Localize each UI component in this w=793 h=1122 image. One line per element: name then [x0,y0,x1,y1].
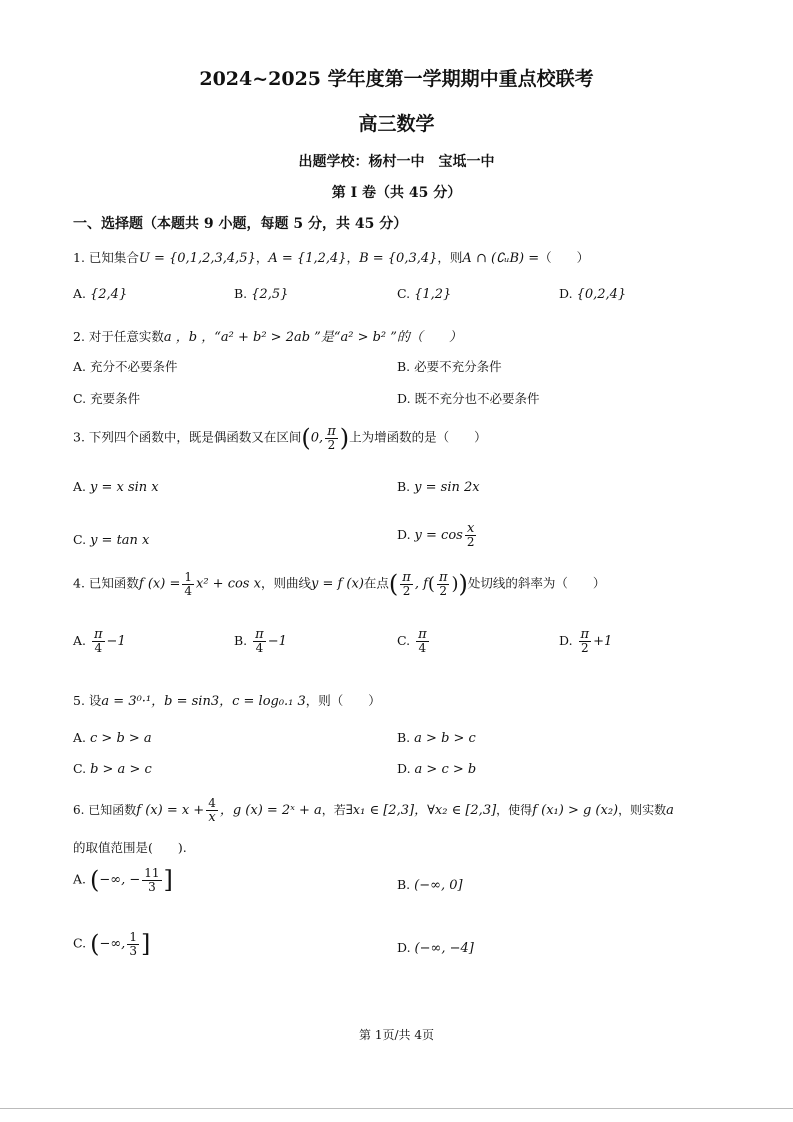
q4-fraction [182,571,194,598]
q1-expr: A ∩ (∁ᵤB) = [462,251,540,266]
fraction-num: π [580,627,590,642]
q6-option-c[interactable]: C. (−∞, $\frac{1}{3}$ ] [73,929,151,958]
q5-a: a = 3⁰·¹ [101,694,152,709]
exam-title: 2024~2025 学年度第一学期期中重点校联考 [199,68,594,90]
q3-option-c[interactable] [73,532,149,548]
q6-g: ，g (x) = 2ˣ + a [219,803,322,818]
option-label: B. [234,286,248,301]
fraction-num: π [402,569,411,585]
q3-text: 3. 下列四个函数中，既是偶函数又在区间 [73,429,302,445]
subject-title: 高三数学 [358,113,435,135]
q6-text-d: ，则实数 [618,803,667,817]
q6-line2: 的取值范围是( ). [73,840,187,855]
fraction-num: 11 [144,865,160,880]
q1-option-b[interactable] [234,286,288,302]
fraction-num: π [255,627,264,642]
q1-prefix: 1. 已知集合 [73,250,139,265]
fraction-den: 4 [94,641,103,655]
q4-option-a[interactable] [73,628,126,655]
option-label: D. [397,527,411,542]
q1-set-u: U = {0,1,2,3,4,5} [138,251,256,266]
fraction-num: 1 [184,569,192,584]
option-label: A. [73,633,87,648]
option-label: C. [73,532,87,547]
q2-option-b[interactable]: B. 必要不充分条件 [397,359,502,374]
q6-option-d[interactable] [397,940,474,956]
option-value: {0,2,4} [576,287,627,302]
q1-set-a: A = {1,2,4} [268,251,347,266]
fraction-den: 3 [129,943,137,958]
option-label: B. [397,479,411,494]
fraction-num: 1 [129,929,137,944]
page-footer: 第 1页/共 4页 [359,1028,434,1042]
bottom-divider [0,1108,793,1109]
q1-option-a[interactable] [73,286,127,302]
q3-option-d[interactable] [397,522,478,549]
fraction-num: 4 [208,796,216,810]
fraction-num: π [94,627,103,642]
q6-option-a[interactable]: A. (−∞, − $\frac{11}{3}$ ] [73,865,173,894]
q6-text-c: ，使得 [496,803,533,817]
fraction-num: π [418,627,427,642]
option-value: {2,4} [90,287,128,302]
q2-vars: a ，b ， [163,330,215,345]
q1-option-c[interactable] [397,286,451,302]
option-label: C. [73,935,87,951]
option-label: B. [397,877,411,892]
option-label: C. [397,633,411,648]
schools-line: 出题学校：杨村一中 宝坻一中 [298,154,495,170]
option-label: A. [73,479,87,494]
q3-text-end: 上为增函数的是（ ） [349,429,487,445]
fraction-den: 2 [439,583,448,598]
fraction-den: 2 [327,437,336,452]
option-label: A. [73,871,87,887]
q4-point-f: , f [414,576,428,592]
option-value: y = cos [414,528,463,543]
option-value: {2,5} [251,287,289,302]
q4-point-inner [437,571,450,598]
question-1: 1. 已知集合U = {0,1,2,3,4,5}，A = {1,2,4}，B = {0,3,4}，则A ∩ (∁ᵤB) =（ ） [73,250,590,266]
fraction-den: 2 [402,583,411,598]
option-label: C. [73,761,87,776]
fraction-num: π [438,569,448,585]
q6-inequality: f (x₁) > g (x₂) [532,803,619,818]
option-value: y = tan x [90,533,150,548]
q6-forall: ，∀x₂ ∈ [2,3] [414,803,497,818]
q1-option-d[interactable] [559,286,626,302]
option-value: −∞, − [99,872,141,888]
option-label: D. [397,940,411,955]
volume-line: 第 I 卷（共 45 分） [331,185,462,201]
q4-text: 4. 已知函数 [73,575,139,591]
option-value: {1,2} [414,287,452,302]
q2-condition: “a² + b² > 2ab ”是“a² > b² ”的（ ） [214,330,462,345]
section-heading: 一、选择题（本题共 9 小题，每题 5 分，共 45 分） [73,216,408,232]
q2-option-c[interactable]: C. 充要条件 [73,391,141,406]
option-value: y = x sin x [90,480,159,495]
fraction-num: x [465,522,477,536]
q6-text: 6. 已知函数 [73,803,137,817]
option-value: a > c > b [414,762,477,777]
q4-option-b[interactable] [234,628,287,655]
q1-set-b: B = {0,3,4} [359,251,438,266]
fraction-den: 3 [148,879,156,894]
fraction-den: 4 [255,641,264,655]
q3-interval-start: 0, [310,430,324,446]
q2-option-d[interactable]: D. 既不充分也不必要条件 [397,391,540,406]
q6-exists: ∃x₁ ∈ [2,3] [345,803,415,818]
option-value: c > b > a [90,731,152,746]
q6-var: a [666,803,674,818]
option-label: C. [397,286,411,301]
q3-interval-fraction [325,425,338,452]
fraction-den: 2 [466,535,475,549]
option-value: (−∞, −4] [414,941,474,956]
option-value: +1 [593,634,613,649]
option-label: D. [559,633,573,648]
q5-text-b: ，则（ ） [305,693,381,708]
option-label: B. [234,633,248,648]
question-2 [73,326,462,345]
q4-curve: y = f (x) [310,576,364,592]
q4-option-d[interactable] [559,628,612,655]
option-value: a > b > c [414,731,476,746]
fraction-den: x [208,810,216,825]
q4-function-rest: x² + cos x [196,576,261,592]
q3-option-b[interactable] [397,479,480,495]
q3-d-fraction [465,522,477,549]
q5-option-d[interactable] [397,761,476,777]
option-value: −1 [106,634,126,649]
option-label: A. [73,730,87,745]
question-5 [73,690,381,709]
option-value: b > a > c [90,762,152,777]
option-value: −∞, [99,936,126,952]
q4-text-b: ，则曲线 [260,575,311,591]
q2-text: 2. 对于任意实数 [73,329,164,344]
question-3: 3. 下列四个函数中，既是偶函数又在区间(0, $\frac{\pi}{2}$ )上为增函数的是（ ） [73,423,487,452]
fraction-den: 4 [418,641,427,655]
q5-b: ，b = sin3 [151,694,220,709]
fraction-den: 4 [184,583,192,598]
option-value: (−∞, 0] [414,878,463,893]
option-value: −1 [267,634,287,649]
question-4: 4. 已知函数f (x) = $\frac{1}{4}$ x² + cos x，则曲线y = f (x)在点( $\frac{\pi}{2}$ , f( $\frac{\pi}{2}$ ))处切线的斜率为（ ） [73,569,606,598]
option-label: D. [559,286,573,301]
fraction-den: 2 [581,641,589,655]
q5-option-a[interactable] [73,730,152,746]
option-label: D. [397,761,411,776]
q5-c: ，c = log₀.₁ 3 [219,694,306,709]
q4-option-c[interactable] [397,628,431,655]
q6-text-b: ，若 [321,803,346,817]
q5-text: 5. 设 [73,693,102,708]
q6-fraction [206,797,218,824]
option-label: B. [397,730,411,745]
question-6 [73,797,674,824]
option-label: A. [73,286,87,301]
q5-option-c[interactable] [73,761,152,777]
q4-text-d: 处切线的斜率为（ ） [467,575,606,591]
q4-function: f (x) = [138,576,181,592]
q4-point-x [400,571,413,598]
fraction-num: π [327,423,336,439]
q2-option-a[interactable]: A. 充分不必要条件 [73,359,178,374]
q5-option-b[interactable] [397,730,476,746]
q1-ask: ，则 [437,250,463,265]
option-value: y = sin 2x [414,480,480,495]
q4-text-c: 在点 [363,575,389,591]
q6-f: f (x) = x + [136,803,205,818]
q1-paren: （ ） [539,250,590,265]
q6-option-b[interactable] [397,877,463,893]
q3-option-a[interactable] [73,479,159,495]
